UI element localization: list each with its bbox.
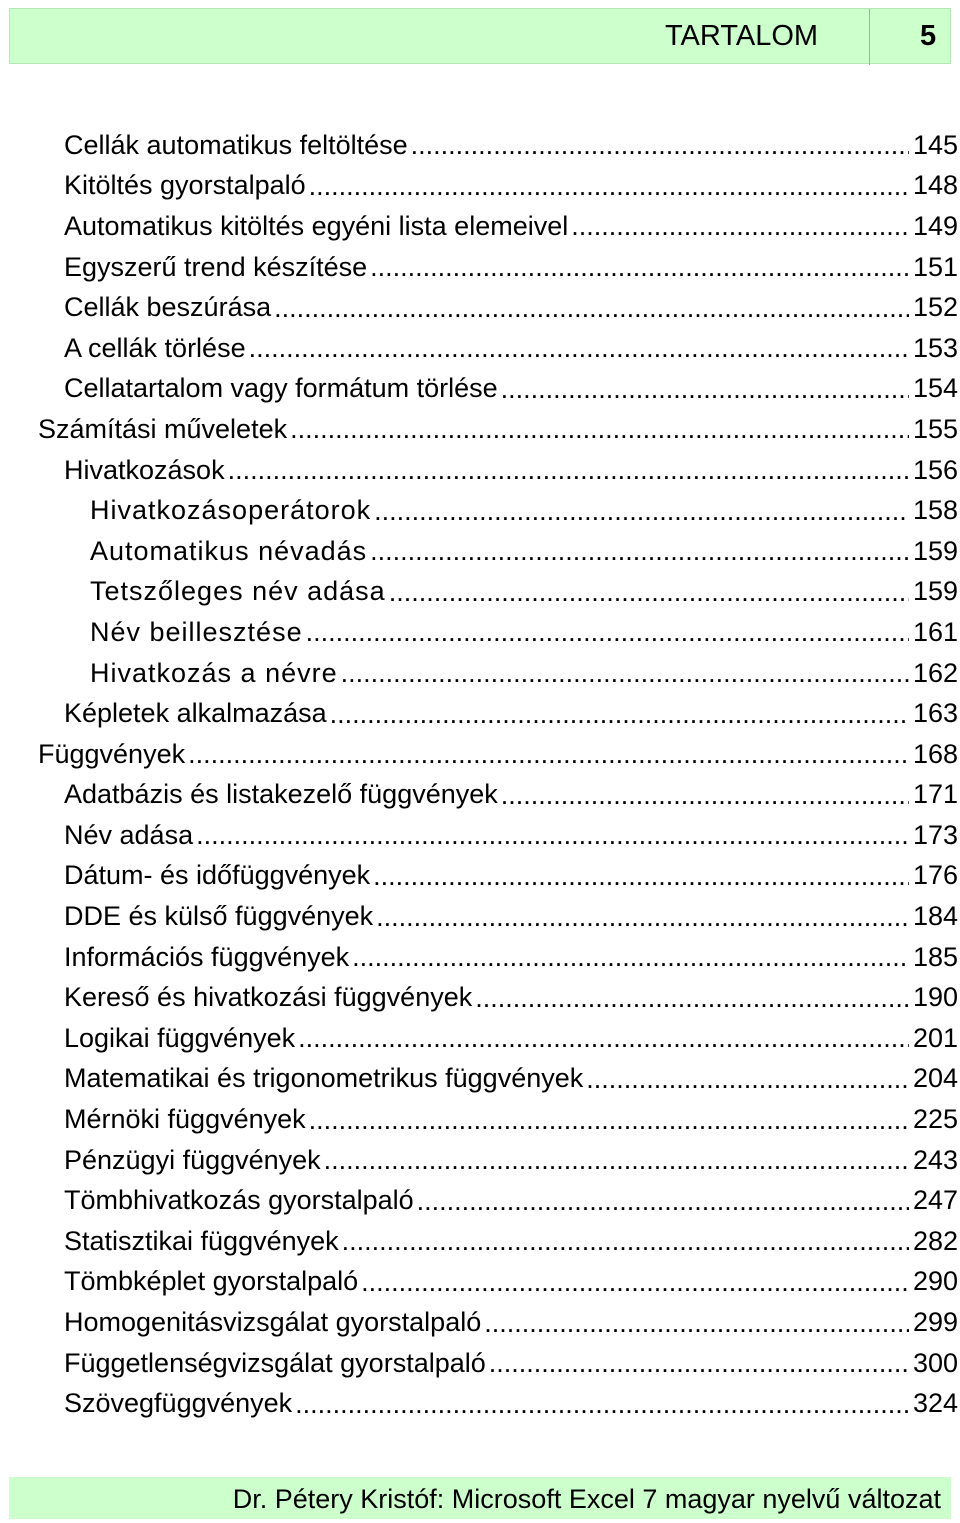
toc-dot-leader [324, 1140, 909, 1180]
toc-dot-leader [374, 491, 909, 531]
toc-entry-page: 282 [912, 1225, 958, 1256]
toc-dot-leader [295, 1384, 909, 1424]
toc-dot-leader [411, 125, 909, 165]
toc-entry-label: A cellák törlése [64, 332, 246, 363]
toc-dot-leader [376, 897, 909, 937]
header-title: TARTALOM [665, 20, 819, 52]
toc-entry-label: Logikai függvények [64, 1022, 296, 1053]
toc-dot-leader [361, 1262, 909, 1302]
toc-entry-label: Pénzügyi függvények [64, 1144, 321, 1175]
toc-entry-label: Tömbképlet gyorstalpaló [64, 1266, 359, 1297]
toc-entry-label: Hivatkozások [64, 454, 225, 485]
toc-entry[interactable] [0, 612, 960, 653]
toc-entry[interactable] [0, 247, 960, 288]
toc-entry-label: Szövegfüggvények [64, 1388, 293, 1419]
toc-dot-leader [352, 937, 909, 977]
toc-entry[interactable] [0, 572, 960, 613]
toc-entry-label: Egyszerű trend készítése [64, 251, 368, 282]
toc-entry[interactable] [0, 1262, 960, 1303]
toc-entry-page: 176 [912, 860, 958, 891]
toc-dot-leader [306, 612, 909, 652]
toc-entry[interactable] [0, 775, 960, 816]
toc-entry[interactable] [0, 369, 960, 410]
toc-entry-page: 159 [912, 535, 958, 566]
toc-dot-leader [373, 856, 909, 896]
toc-dot-leader [274, 288, 909, 328]
toc-entry-page: 152 [912, 292, 958, 323]
toc-entry-label: Információs függvények [64, 941, 350, 972]
page-footer [9, 1477, 951, 1519]
toc-dot-leader [501, 369, 909, 409]
toc-entry-label: DDE és külső függvények [64, 901, 374, 932]
toc-entry-page: 185 [912, 941, 958, 972]
toc-entry[interactable] [0, 977, 960, 1018]
toc-dot-leader [228, 450, 909, 490]
toc-dot-leader [298, 1018, 909, 1058]
toc-dot-leader [475, 978, 909, 1018]
toc-entry-label: Számítási műveletek [38, 413, 288, 444]
toc-dot-leader [417, 1181, 909, 1221]
toc-entry-page: 162 [912, 657, 958, 688]
toc-entry-label: Adatbázis és listakezelő függvények [64, 779, 498, 810]
toc-dot-leader [196, 815, 909, 855]
toc-entry[interactable] [0, 734, 960, 775]
toc-entry[interactable] [0, 328, 960, 369]
toc-entry[interactable] [0, 693, 960, 734]
toc-entry-page: 299 [912, 1307, 958, 1338]
toc-entry-label: Matematikai és trigonometrikus függvények [64, 1063, 584, 1094]
toc-entry-label: Automatikus kitöltés egyéni lista elemeivel [64, 210, 569, 241]
toc-entry-page: 149 [912, 210, 958, 241]
toc-entry-label: Kereső és hivatkozási függvények [64, 982, 473, 1013]
toc-entry-label: Cellák automatikus feltöltése [64, 129, 408, 160]
toc-dot-leader [249, 328, 909, 368]
toc-entry-page: 190 [912, 982, 958, 1013]
toc-entry-label: Cellák beszúrása [64, 292, 272, 323]
toc-dot-leader [571, 206, 909, 246]
toc-entry-label: Hivatkozásoperátorok [90, 495, 372, 526]
toc-entry[interactable] [0, 1343, 960, 1384]
toc-entry-page: 243 [912, 1144, 958, 1175]
toc-entry[interactable] [0, 490, 960, 531]
toc-entry-page: 201 [912, 1022, 958, 1053]
toc-dot-leader [484, 1303, 909, 1343]
toc-entry[interactable] [0, 1221, 960, 1262]
toc-entry-page: 290 [912, 1266, 958, 1297]
toc-entry-page: 145 [912, 129, 958, 160]
toc-entry-label: Statisztikai függvények [64, 1225, 339, 1256]
toc-dot-leader [330, 694, 909, 734]
toc-entry-page: 300 [912, 1347, 958, 1378]
toc-entry[interactable] [0, 409, 960, 450]
toc-entry-page: 171 [912, 779, 958, 810]
toc-dot-leader [501, 775, 909, 815]
toc-dot-leader [188, 734, 909, 774]
toc-dot-leader [489, 1343, 909, 1383]
toc-entry[interactable] [0, 1383, 960, 1424]
toc-entry-page: 155 [912, 413, 958, 444]
toc-entry[interactable] [0, 1302, 960, 1343]
toc-entry-label: Tetszőleges név adása [90, 576, 386, 607]
toc-entry-page: 324 [912, 1388, 958, 1419]
header-divider [869, 9, 870, 65]
toc-entry[interactable] [0, 166, 960, 207]
toc-entry-label: Függvények [38, 738, 186, 769]
toc-entry[interactable] [0, 287, 960, 328]
toc-dot-leader [389, 572, 909, 612]
toc-entry-page: 184 [912, 901, 958, 932]
toc-entry-label: Hivatkozás a névre [90, 657, 338, 688]
toc-entry-page: 148 [912, 170, 958, 201]
toc-entry[interactable] [0, 1099, 960, 1140]
page-header [9, 8, 951, 64]
toc-entry[interactable] [0, 896, 960, 937]
toc-entry-label: Automatikus névadás [90, 535, 368, 566]
toc-entry[interactable] [0, 1018, 960, 1059]
toc-entry-label: Név beillesztése [90, 616, 303, 647]
toc-dot-leader [370, 247, 909, 287]
toc-entry-page: 156 [912, 454, 958, 485]
toc-dot-leader [342, 1221, 909, 1261]
toc-dot-leader [341, 653, 909, 693]
toc-entry-label: Dátum- és időfüggvények [64, 860, 371, 891]
toc-entry-page: 163 [912, 698, 958, 729]
toc-entry[interactable] [0, 815, 960, 856]
toc-entry-page: 225 [912, 1104, 958, 1135]
toc-entry-label: Kitöltés gyorstalpaló [64, 170, 306, 201]
toc-entry-page: 153 [912, 332, 958, 363]
toc-entry-page: 161 [912, 616, 958, 647]
footer-text: Dr. Pétery Kristóf: Microsoft Excel 7 magyar nyelvű változat [232, 1484, 941, 1514]
toc-entry-page: 173 [912, 819, 958, 850]
toc-entry[interactable] [0, 531, 960, 572]
toc-entry[interactable] [0, 1140, 960, 1181]
toc-entry[interactable] [0, 937, 960, 978]
toc-dot-leader [290, 409, 909, 449]
toc-entry[interactable] [0, 450, 960, 491]
toc-dot-leader [370, 531, 909, 571]
header-page-number: 5 [920, 20, 937, 52]
toc-entry-label: Tömbhivatkozás gyorstalpaló [64, 1185, 414, 1216]
toc-dot-leader [309, 1100, 909, 1140]
toc-entry-page: 247 [912, 1185, 958, 1216]
toc-entry-page: 158 [912, 495, 958, 526]
toc-entry[interactable] [0, 856, 960, 897]
toc-entry-label: Cellatartalom vagy formátum törlése [64, 373, 498, 404]
toc-dot-leader [586, 1059, 909, 1099]
toc-dot-leader [309, 166, 909, 206]
toc-entry-page: 151 [912, 251, 958, 282]
toc-entry-label: Képletek alkalmazása [64, 698, 327, 729]
toc-entry[interactable] [0, 125, 960, 166]
toc-entry[interactable] [0, 1180, 960, 1221]
toc-entry[interactable] [0, 1059, 960, 1100]
toc-entry-page: 159 [912, 576, 958, 607]
toc-entry[interactable] [0, 206, 960, 247]
toc-entry-page: 204 [912, 1063, 958, 1094]
toc-entry-label: Homogenitásvizsgálat gyorstalpaló [64, 1307, 482, 1338]
toc-entry-page: 154 [912, 373, 958, 404]
toc-entry-label: Mérnöki függvények [64, 1104, 306, 1135]
toc-entry-label: Név adása [64, 819, 194, 850]
toc-entry-page: 168 [912, 738, 958, 769]
toc-entry[interactable] [0, 653, 960, 694]
table-of-contents [0, 125, 960, 1424]
toc-entry-label: Függetlenségvizsgálat gyorstalpaló [64, 1347, 486, 1378]
